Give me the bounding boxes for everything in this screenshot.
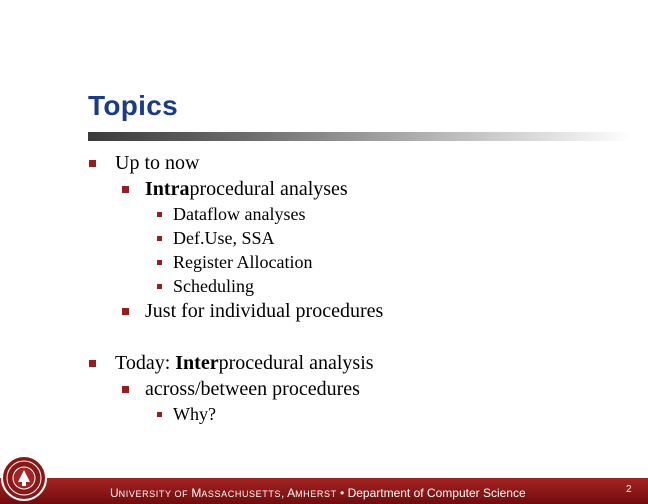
footer-university	[110, 486, 526, 500]
footer-a: A	[287, 486, 296, 500]
bullet-icon	[122, 308, 129, 315]
item-up-to-now: Up to now	[115, 152, 200, 174]
footer-department: Department of Computer Science	[347, 486, 526, 500]
intra-rest: procedural analyses	[189, 178, 348, 200]
title-rule	[88, 132, 633, 141]
item-individual-procedures: Just for individual procedures	[145, 300, 384, 322]
item-across-between: across/between procedures	[145, 378, 360, 400]
bullet-icon	[122, 186, 129, 193]
bullet-icon	[157, 412, 162, 417]
footer-sep: •	[336, 486, 348, 500]
footer-u: U	[110, 486, 119, 500]
inter-bold: Inter	[175, 352, 219, 374]
footer-assachusetts: ASSACHUSETTS	[201, 489, 282, 499]
slide-title: Topics	[88, 90, 178, 121]
item-intraprocedural	[145, 179, 348, 199]
bullet-icon	[157, 284, 162, 289]
item-dataflow: Dataflow analyses	[173, 204, 306, 224]
footer-m: M	[191, 486, 202, 500]
item-defuse: Def.Use, SSA	[173, 228, 275, 248]
footer-mherst: MHERST	[295, 489, 337, 499]
bullet-icon	[89, 360, 96, 367]
intra-bold: Intra	[145, 178, 190, 200]
inter-rest: procedural analysis	[218, 352, 374, 374]
today-pre: Today:	[115, 352, 176, 374]
bullet-icon	[157, 260, 162, 265]
item-register-allocation: Register Allocation	[173, 252, 313, 272]
university-seal-icon	[0, 454, 48, 502]
footer-niversity: NIVERSITY OF	[118, 489, 192, 499]
item-scheduling: Scheduling	[173, 276, 254, 296]
item-why: Why?	[173, 404, 216, 424]
bullet-icon	[157, 212, 162, 217]
bullet-icon	[157, 236, 162, 241]
page-number: 2	[626, 484, 632, 495]
bullet-icon	[89, 160, 96, 167]
item-today	[115, 353, 374, 373]
footer-comma: ,	[281, 486, 288, 500]
bullet-icon	[122, 386, 129, 393]
